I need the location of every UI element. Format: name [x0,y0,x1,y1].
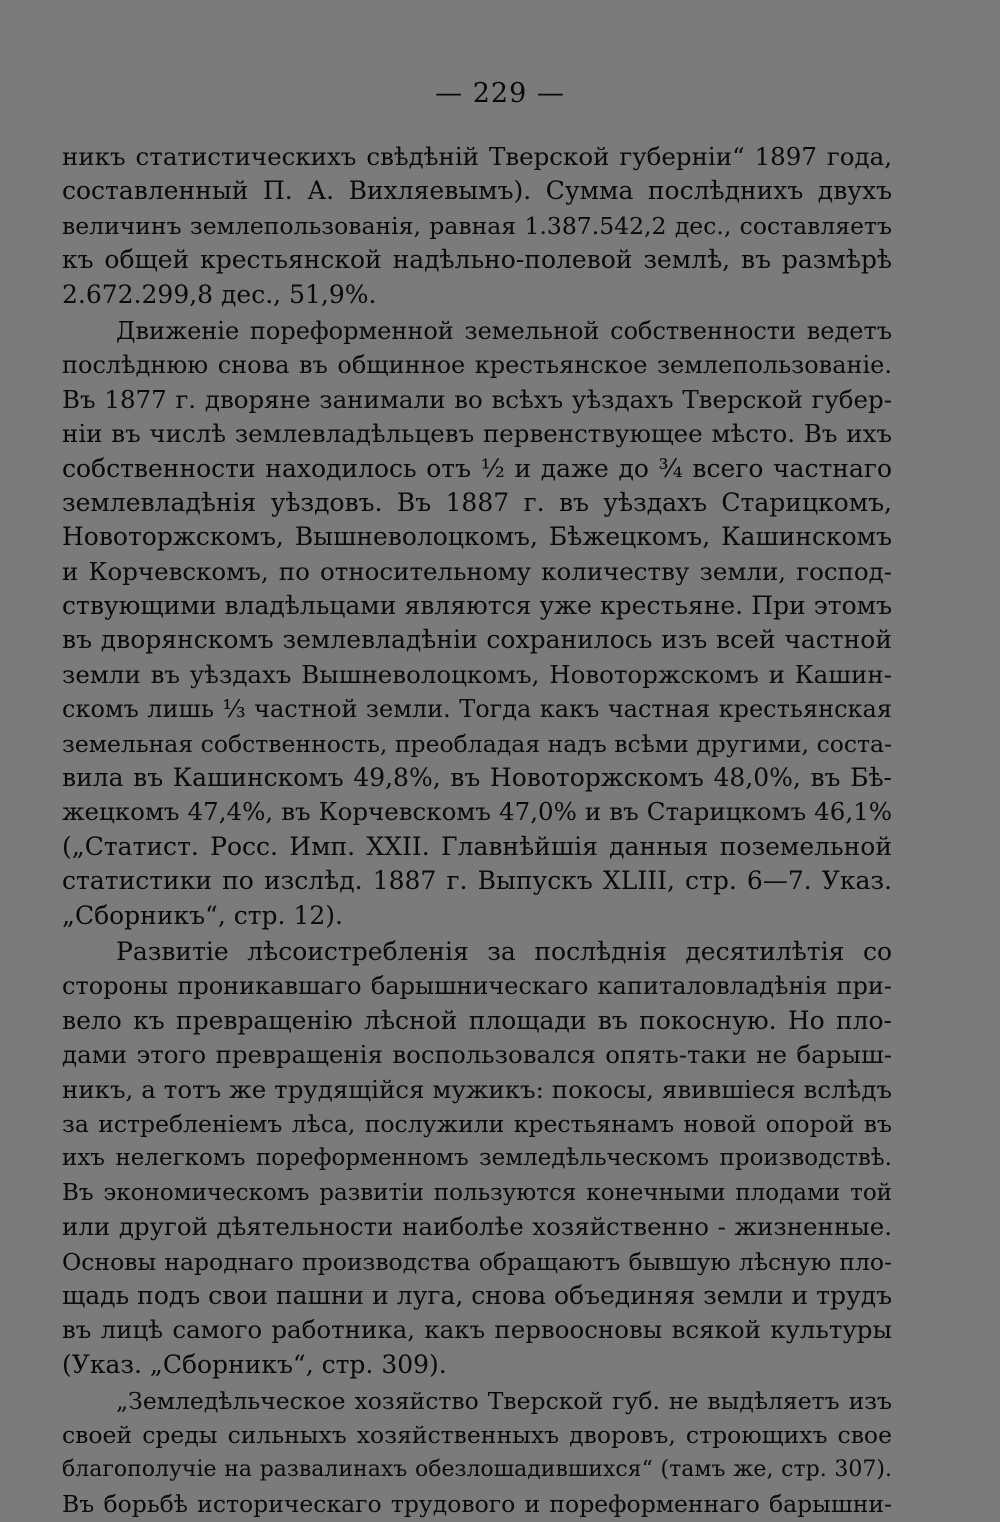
text-line: щадь подъ свои пашни и луга, снова объединяя земли и трудъ [62,1280,892,1310]
text-line: составленный П. А. Вихляевымъ). Сумма послѣднихъ двухъ [62,176,892,206]
text-line: ихъ нелегкомъ пореформенномъ земледѣльческомъ производствѣ. [62,1145,892,1172]
text-line: Новоторжскомъ, Вышневолоцкомъ, Бѣжецкомъ, Кашинскомъ [62,522,892,552]
text-line: въ лицѣ самого работника, какъ первоосновы всякой культуры [62,1315,892,1345]
text-line: дами этого превращенія воспользовался опять-таки не барыш- [62,1040,892,1070]
text-line: Развитіе лѣсоистребленія за послѣднія десятилѣтія со [116,936,892,966]
text-line: никъ статистическихъ свѣдѣній Тверской губерніи“ 1897 года, [62,142,892,171]
text-line: никъ, а тотъ же трудящійся мужикъ: покосы, явившіеся вслѣдъ [62,1074,892,1104]
text-line: вила въ Кашинскомъ 49,8%, въ Новоторжскомъ 48,0%, въ Бѣ- [62,763,892,793]
text-line: собственности находилось отъ ½ и даже до ¾ всего частнаго [62,453,892,483]
paragraph [62,1384,892,1522]
text-line: Основы народнаго производства обращаютъ бывшую лѣсную пло- [62,1247,892,1276]
text-line: или другой дѣятельности наиболѣе хозяйственно - жизненные. [62,1212,892,1242]
text-line: земельная собственность, преобладая надъ всѣми другими, соста- [62,729,892,758]
paragraph [62,935,892,1382]
text-line: стороны проникавшаго барышническаго капиталовладѣнія при- [62,972,892,1001]
text-line: жецкомъ 47,4%, въ Корчевскомъ 47,0% и въ Старицкомъ 46,1% [62,797,892,827]
text-line: ніи въ числѣ землевладѣльцевъ первенствующее мѣсто. Въ ихъ [62,419,892,449]
text-line: величинъ землепользованія, равная 1.387.542,2 дес., составляетъ [62,211,892,240]
text-line: землевладѣнія уѣздовъ. Въ 1887 г. въ уѣздахъ Старицкомъ, [62,487,892,517]
text-line: земли въ уѣздахъ Вышневолоцкомъ, Новоторжскомъ и Кашин- [62,659,892,689]
text-line: „Сборникъ“, стр. 12). [62,900,343,930]
text-line: Въ борьбѣ историческаго трудового и пореформеннаго барышни- [62,1490,892,1519]
text-line: 2.672.299,8 дес., 51,9%. [62,279,377,309]
text-line: Движеніе пореформенной земельной собственности ведетъ [116,316,892,345]
page-number: — 229 — [435,78,565,109]
text-line: Въ 1877 г. дворяне занимали во всѣхъ уѣздахъ Тверской губер- [62,384,892,414]
paragraph [62,314,892,933]
body-text [62,140,892,1522]
text-line: за истребленіемъ лѣса, послужили крестьянамъ новой опорой въ [62,1109,892,1138]
paragraph [62,140,892,312]
text-line: къ общей крестьянской надѣльно-полевой землѣ, въ размѣрѣ [62,245,892,275]
text-line: „Земледѣльческое хозяйство Тверской губ. не выдѣляетъ изъ [116,1387,892,1416]
text-line: и Корчевскомъ, по относительному количеству земли, господ- [62,556,892,586]
text-line: своей среды сильныхъ хозяйственныхъ дворовъ, строющихъ свое [62,1421,892,1450]
text-line: ствующими владѣльцами являются уже крестьяне. При этомъ [62,591,892,621]
text-line: благополучіе на развалинахъ обезлошадившихся“ (тамъ же, стр. 307). [62,1456,892,1482]
text-line: скомъ лишь ⅓ частной земли. Тогда какъ частная крестьянская [62,695,892,724]
text-line: послѣднюю снова въ общинное крестьянское землепользованіе. [62,351,892,380]
text-line: статистики по изслѣд. 1887 г. Выпускъ XLIII, стр. 6—7. Указ. [62,866,892,896]
text-line: вело къ превращенію лѣсной площади въ покосную. Но пло- [62,1005,892,1035]
text-line: Въ экономическомъ развитіи пользуются конечными плодами той [62,1179,892,1206]
text-line: въ дворянскомъ землевладѣніи сохранилось изъ всей частной [62,625,892,655]
text-line: (Указ. „Сборникъ“, стр. 309). [62,1349,447,1379]
text-line: („Статист. Росс. Имп. XXII. Главнѣйшія данныя поземельной [62,831,892,861]
